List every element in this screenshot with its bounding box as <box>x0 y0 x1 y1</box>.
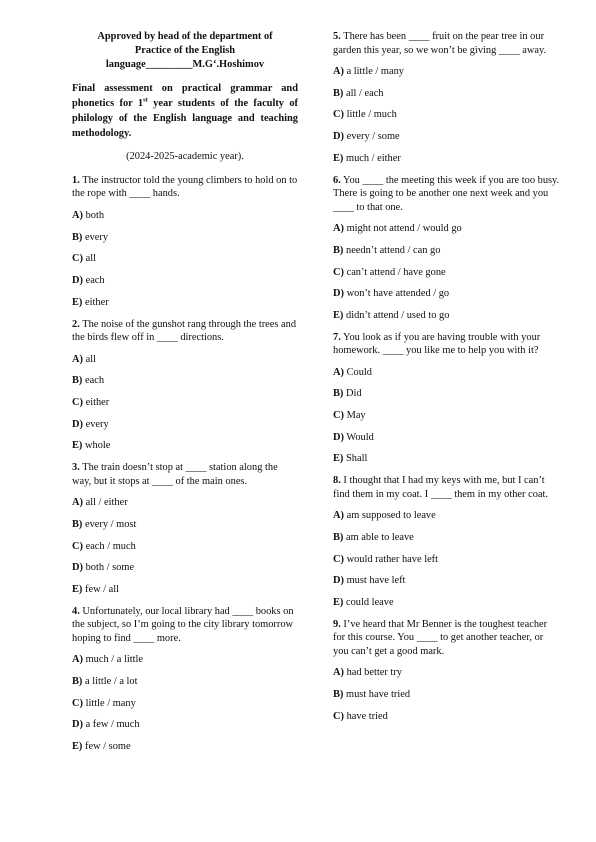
ordinal-suffix: st <box>143 96 148 104</box>
option-letter: A) <box>72 353 83 365</box>
academic-year: (2024-2025-academic year). <box>126 151 244 163</box>
option-letter: E) <box>333 152 344 164</box>
answer-option <box>72 252 298 266</box>
option-letter: D) <box>333 575 344 587</box>
approval-block <box>72 30 298 72</box>
answer-option <box>72 231 298 245</box>
answer-option <box>333 409 561 423</box>
question-number: 3. <box>72 462 80 474</box>
answer-option <box>333 266 561 280</box>
answer-option <box>72 653 298 667</box>
option-text: all <box>85 253 96 265</box>
question-body: I’ve heard that Mr Benner is the toughest teacher for this course. You ____ to get another teacher, or you can’t get a good mark. <box>333 618 548 657</box>
option-letter: E) <box>72 296 83 308</box>
option-text: have tried <box>346 710 388 722</box>
assessment-title-end: year students of the faculty of philology of the English language and teaching methodology. <box>72 98 298 140</box>
option-text: am supposed to leave <box>346 510 436 522</box>
answer-option <box>333 152 561 166</box>
option-text: May <box>346 410 366 422</box>
option-text: little / many <box>85 697 136 709</box>
option-text: every <box>85 231 109 243</box>
assessment-title-start: Final assessment on practical grammar and phonetics for 1 <box>72 83 298 110</box>
option-text: didn’t attend / used to go <box>346 309 450 321</box>
question-number: 6. <box>333 174 341 186</box>
question-5 <box>333 30 561 165</box>
question-body: The noise of the gunshot rang through the trees and the birds flew off in ____ directions. <box>72 318 297 344</box>
answer-option <box>333 509 561 523</box>
option-text: would rather have left <box>346 553 439 565</box>
question-body: There has been ____ fruit on the pear tree in our garden this year, so we won’t be giving ____ away. <box>333 31 547 56</box>
answer-option <box>333 108 561 122</box>
option-letter: E) <box>72 440 83 452</box>
option-text: Would <box>346 431 374 443</box>
option-letter: D) <box>72 275 83 287</box>
option-text: all <box>85 353 96 365</box>
answer-option <box>333 366 561 380</box>
answer-option <box>333 666 561 680</box>
question-number: 8. <box>333 475 341 487</box>
answer-option <box>72 374 298 388</box>
question-8 <box>333 474 561 609</box>
answer-option <box>72 296 298 310</box>
option-letter: C) <box>333 266 344 278</box>
answer-option <box>333 553 561 567</box>
answer-option <box>72 518 298 532</box>
option-text: needn’t attend / can go <box>346 244 441 256</box>
option-letter: B) <box>72 375 83 387</box>
option-text: each <box>85 375 105 387</box>
answer-option <box>72 496 298 510</box>
option-text: every <box>85 418 109 430</box>
option-text: each / much <box>85 540 136 552</box>
option-letter: E) <box>72 740 83 752</box>
option-letter: B) <box>333 388 344 400</box>
option-letter: B) <box>333 87 344 99</box>
answer-option <box>72 583 298 597</box>
answer-option <box>333 452 561 466</box>
option-letter: C) <box>333 553 344 565</box>
question-list-right <box>333 30 561 723</box>
left-column <box>72 30 298 762</box>
option-text: a little / a lot <box>85 675 138 687</box>
option-letter: B) <box>72 518 83 530</box>
answer-option <box>333 596 561 610</box>
question-text <box>72 174 298 201</box>
question-4 <box>72 605 298 754</box>
option-text: Shall <box>346 453 368 465</box>
option-text: am able to leave <box>346 531 414 543</box>
approval-line-1: Approved by head of the department of <box>97 31 273 42</box>
option-text: whole <box>85 440 111 452</box>
option-text: had better try <box>346 667 402 679</box>
question-6 <box>333 174 561 323</box>
option-letter: E) <box>333 597 344 608</box>
assessment-title <box>72 81 298 141</box>
answer-option <box>333 65 561 79</box>
answer-option <box>333 130 561 144</box>
option-text: each <box>85 275 105 287</box>
option-text: Could <box>346 366 372 378</box>
option-letter: A) <box>72 654 83 666</box>
question-list-left <box>72 174 298 754</box>
answer-option <box>72 561 298 575</box>
question-number: 2. <box>72 318 80 330</box>
option-text: won’t have attended / go <box>346 288 450 300</box>
approval-line-2: Practice of the English <box>134 45 236 57</box>
option-text: can’t attend / have gone <box>346 266 446 278</box>
question-7 <box>333 331 561 466</box>
answer-option <box>72 418 298 432</box>
option-letter: B) <box>72 231 83 243</box>
answer-option <box>72 740 298 754</box>
option-text: Did <box>346 388 362 400</box>
question-body: You look as if you are having trouble with your homework. ____ you like me to help you with it? <box>333 331 541 357</box>
question-body: I thought that I had my keys with me, but I can’t find them in my coat. I ____ them in my other coat. <box>333 475 548 500</box>
option-letter: E) <box>333 309 344 321</box>
option-text: could leave <box>346 597 394 608</box>
approval-line-3: language_________M.G‘.Hoshimov <box>105 59 265 71</box>
option-letter: E) <box>333 453 344 465</box>
option-letter: C) <box>333 710 344 722</box>
option-letter: C) <box>72 396 83 408</box>
option-letter: D) <box>333 131 344 143</box>
answer-option <box>333 710 561 724</box>
answer-option <box>333 244 561 258</box>
question-number: 5. <box>333 31 341 42</box>
question-text <box>72 461 298 488</box>
answer-option <box>333 574 561 588</box>
question-body: The train doesn’t stop at ____ station along the way, but it stops at ____ of the main ones. <box>72 462 278 487</box>
question-1 <box>72 174 298 309</box>
answer-option <box>333 688 561 702</box>
answer-option <box>333 222 561 236</box>
option-letter: C) <box>72 540 83 552</box>
option-text: a few / much <box>85 719 140 731</box>
option-letter: B) <box>333 244 344 256</box>
option-letter: A) <box>333 223 344 235</box>
option-letter: D) <box>72 562 83 574</box>
option-text: either <box>85 296 109 308</box>
question-number: 1. <box>72 174 80 186</box>
option-letter: A) <box>72 210 83 221</box>
question-text <box>333 331 561 358</box>
question-2 <box>72 318 298 453</box>
option-letter: B) <box>333 688 344 700</box>
question-body: Unfortunately, our local library had ____ books on the subject, so I’m going to the city library tomorrow hoping to find ____ more. <box>72 605 294 644</box>
option-text: few / some <box>85 740 131 752</box>
answer-option <box>72 274 298 288</box>
answer-option <box>333 387 561 401</box>
option-letter: C) <box>72 697 83 709</box>
option-text: both <box>85 210 105 221</box>
answer-option <box>72 697 298 711</box>
answer-option <box>72 675 298 689</box>
question-text <box>333 618 561 659</box>
option-text: all / either <box>85 497 128 509</box>
option-text: few / all <box>85 583 120 595</box>
option-letter: A) <box>333 366 344 378</box>
answer-option <box>333 287 561 301</box>
question-9 <box>333 618 561 723</box>
question-body: You ____ the meeting this week if you are too busy. There is going to be another one next week and you ____ to that one. <box>333 174 560 213</box>
option-text: either <box>85 396 110 408</box>
option-text: much / a little <box>85 654 144 666</box>
option-letter: C) <box>333 109 344 121</box>
option-text: must have tried <box>346 688 411 700</box>
option-letter: A) <box>333 510 344 522</box>
option-letter: E) <box>72 583 83 595</box>
option-letter: B) <box>72 675 83 687</box>
question-body: The instructor told the young climbers to hold on to the rope with ____ hands. <box>72 174 298 200</box>
answer-option <box>333 87 561 101</box>
option-text: all / each <box>346 87 384 99</box>
question-text <box>72 318 298 345</box>
option-text: every / some <box>346 131 400 143</box>
question-text <box>333 174 561 215</box>
option-text: a little / many <box>346 66 405 78</box>
question-number: 9. <box>333 618 341 630</box>
answer-option <box>333 309 561 323</box>
question-text <box>72 605 298 646</box>
option-letter: C) <box>72 253 83 265</box>
option-letter: A) <box>333 667 344 679</box>
question-text <box>333 474 561 501</box>
answer-option <box>72 209 298 223</box>
answer-option <box>333 531 561 545</box>
option-text: every / most <box>85 518 137 530</box>
option-text: much / either <box>346 152 401 164</box>
option-letter: B) <box>333 531 344 543</box>
option-letter: A) <box>333 66 344 78</box>
answer-option <box>72 540 298 554</box>
option-letter: D) <box>72 418 83 430</box>
question-text <box>333 30 561 57</box>
question-number: 7. <box>333 331 341 343</box>
answer-option <box>72 718 298 732</box>
question-number: 4. <box>72 605 80 617</box>
answer-option <box>72 353 298 367</box>
answer-option <box>72 439 298 453</box>
option-text: little / much <box>346 109 397 121</box>
option-letter: D) <box>333 288 344 300</box>
option-letter: A) <box>72 497 83 509</box>
answer-option <box>72 396 298 410</box>
question-3 <box>72 461 298 596</box>
option-text: both / some <box>85 562 135 574</box>
answer-option <box>333 431 561 445</box>
right-column <box>333 30 561 731</box>
option-letter: D) <box>333 431 344 443</box>
option-letter: C) <box>333 410 344 422</box>
option-text: might not attend / would go <box>346 223 462 235</box>
option-letter: D) <box>72 719 83 731</box>
option-text: must have left <box>346 575 406 587</box>
